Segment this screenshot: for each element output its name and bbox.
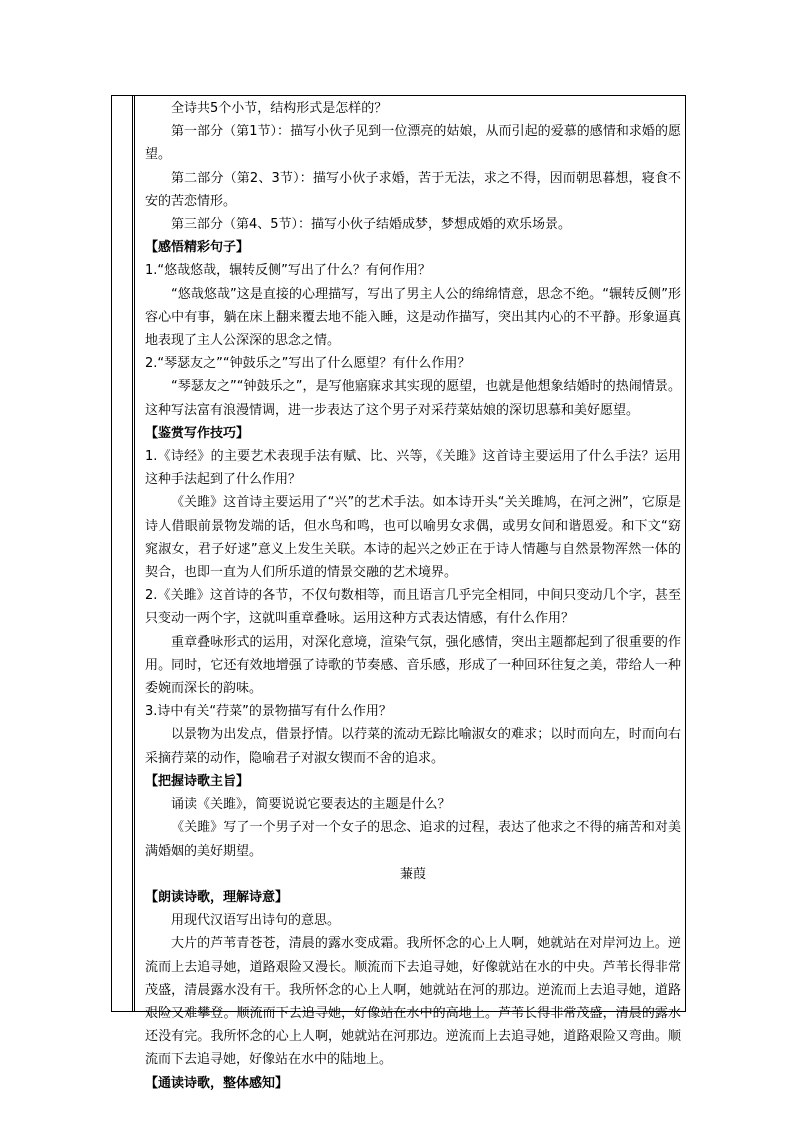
section-heading: 【鉴赏写作技巧】 (145, 425, 250, 441)
section-heading: 【朗读诗歌，理解诗意】 (145, 889, 289, 905)
poem-title: 蒹葭 (399, 866, 426, 882)
section-heading: 【通读诗歌，整体感知】 (145, 1075, 289, 1091)
paragraph: 重章叠咏形式的运用，对深化意境，渲染气氛，强化感情，突出主题都起到了很重要的作用。同时，它还有效地增强了诗歌的节奏感、音乐感，形成了一种回环往复之美，带给人一种委婉而深长的韵味。 (145, 634, 681, 697)
paragraph: 2.《关雎》这首诗的各节，不仅句数相等，而且语言几乎完全相同，中间只变动几个字，甚至只变动一两个字，这就叫重章叠咏。运用这种方式表达情感，有什么作用？ (145, 588, 681, 627)
paragraph: 《关雎》这首诗主要运用了“兴”的艺术手法。如本诗开头“关关雎鸠，在河之洲”，它原是诗人借眼前景物发端的话，但水鸟和鸣，也可以喻男女求偶，或男女间和谐恩爱。和下文“窈窕淑女，君子好逑”意义上发生关联。本诗的起兴之妙正在于诗人情趣与自然景物浑然一体的契合，也即一直为人们所乐道的情景交融的艺术境界。 (145, 495, 681, 581)
paragraph: 3.诗中有关“荇菜”的景物描写有什么作用？ (145, 704, 392, 720)
paragraph: 2.“琴瑟友之”“钟鼓乐之”写出了什么愿望？有什么作用？ (145, 356, 471, 372)
left-column-divider (132, 95, 135, 1012)
paragraph: “悠哉悠哉”这是直接的心理描写，写出了男主人公的绵绵情意，思念不绝。“辗转反侧”形容心中有事，躺在床上翻来覆去地不能入睡，这是动作描写，突出其内心的不平静。形象逼真地表现了主人公深深的思念之情。 (145, 286, 681, 349)
paragraph: 第三部分（第4、5节）：描写小伙子结婚成梦，梦想成婚的欢乐场景。 (171, 217, 572, 233)
document-body (145, 97, 681, 1095)
paragraph: 第一部分（第1节）：描写小伙子见到一位漂亮的姑娘，从而引起的爱慕的感情和求婚的愿望。 (145, 124, 681, 163)
paragraph: 大片的芦苇青苍苍，清晨的露水变成霜。我所怀念的心上人啊，她就站在对岸河边上。逆流而上去追寻她，道路艰险又漫长。顺流而下去追寻她，好像就站在水的中央。芦苇长得非常茂盛，清晨露水没有干。我所怀念的心上人啊，她就站在河的那边。逆流而上去追寻她，道路艰险又难攀登。顺流而下去追寻她，好像站在水中的高地上。芦苇长得非常茂盛，清晨的露水还没有完。我所怀念的心上人啊，她就站在河那边。逆流而上去追寻她，道路艰险又弯曲。顺流而下去追寻她，好像站在水中的陆地上。 (145, 936, 681, 1068)
paragraph: 《关雎》写了一个男子对一个女子的思念、追求的过程，表达了他求之不得的痛苦和对美满婚姻的美好期望。 (145, 820, 681, 859)
section-heading: 【感悟精彩句子】 (145, 240, 250, 256)
paragraph: 诵读《关雎》，简要说说它要表达的主题是什么？ (171, 797, 451, 813)
paragraph: 第二部分（第2、3节）：描写小伙子求婚，苦于无法，求之不得，因而朝思暮想，寝食不安的苦恋情形。 (145, 170, 681, 209)
paragraph: 1.《诗经》的主要艺术表现手法有赋、比、兴等，《关雎》这首诗主要运用了什么手法？运用这种手法起到了什么作用？ (145, 449, 681, 488)
paragraph: 1.“悠哉悠哉，辗转反侧”写出了什么？有何作用？ (145, 263, 431, 279)
paragraph: 全诗共5个小节，结构形式是怎样的？ (171, 101, 388, 116)
paragraph: 以景物为出发点，借景抒情。以荇菜的流动无踪比喻淑女的难求；以时而向左，时而向右采摘荇菜的动作，隐喻君子对淑女锲而不舍的追求。 (145, 727, 681, 766)
paragraph: 用现代汉语写出诗句的意思。 (171, 913, 341, 929)
paragraph: “琴瑟友之”“钟鼓乐之”，是写他寤寐求其实现的愿望，也就是他想象结婚时的热闹情景。这种写法富有浪漫情调，进一步表达了这个男子对采荇菜姑娘的深切思慕和美好愿望。 (145, 379, 681, 418)
section-heading: 【把握诗歌主旨】 (145, 773, 250, 789)
